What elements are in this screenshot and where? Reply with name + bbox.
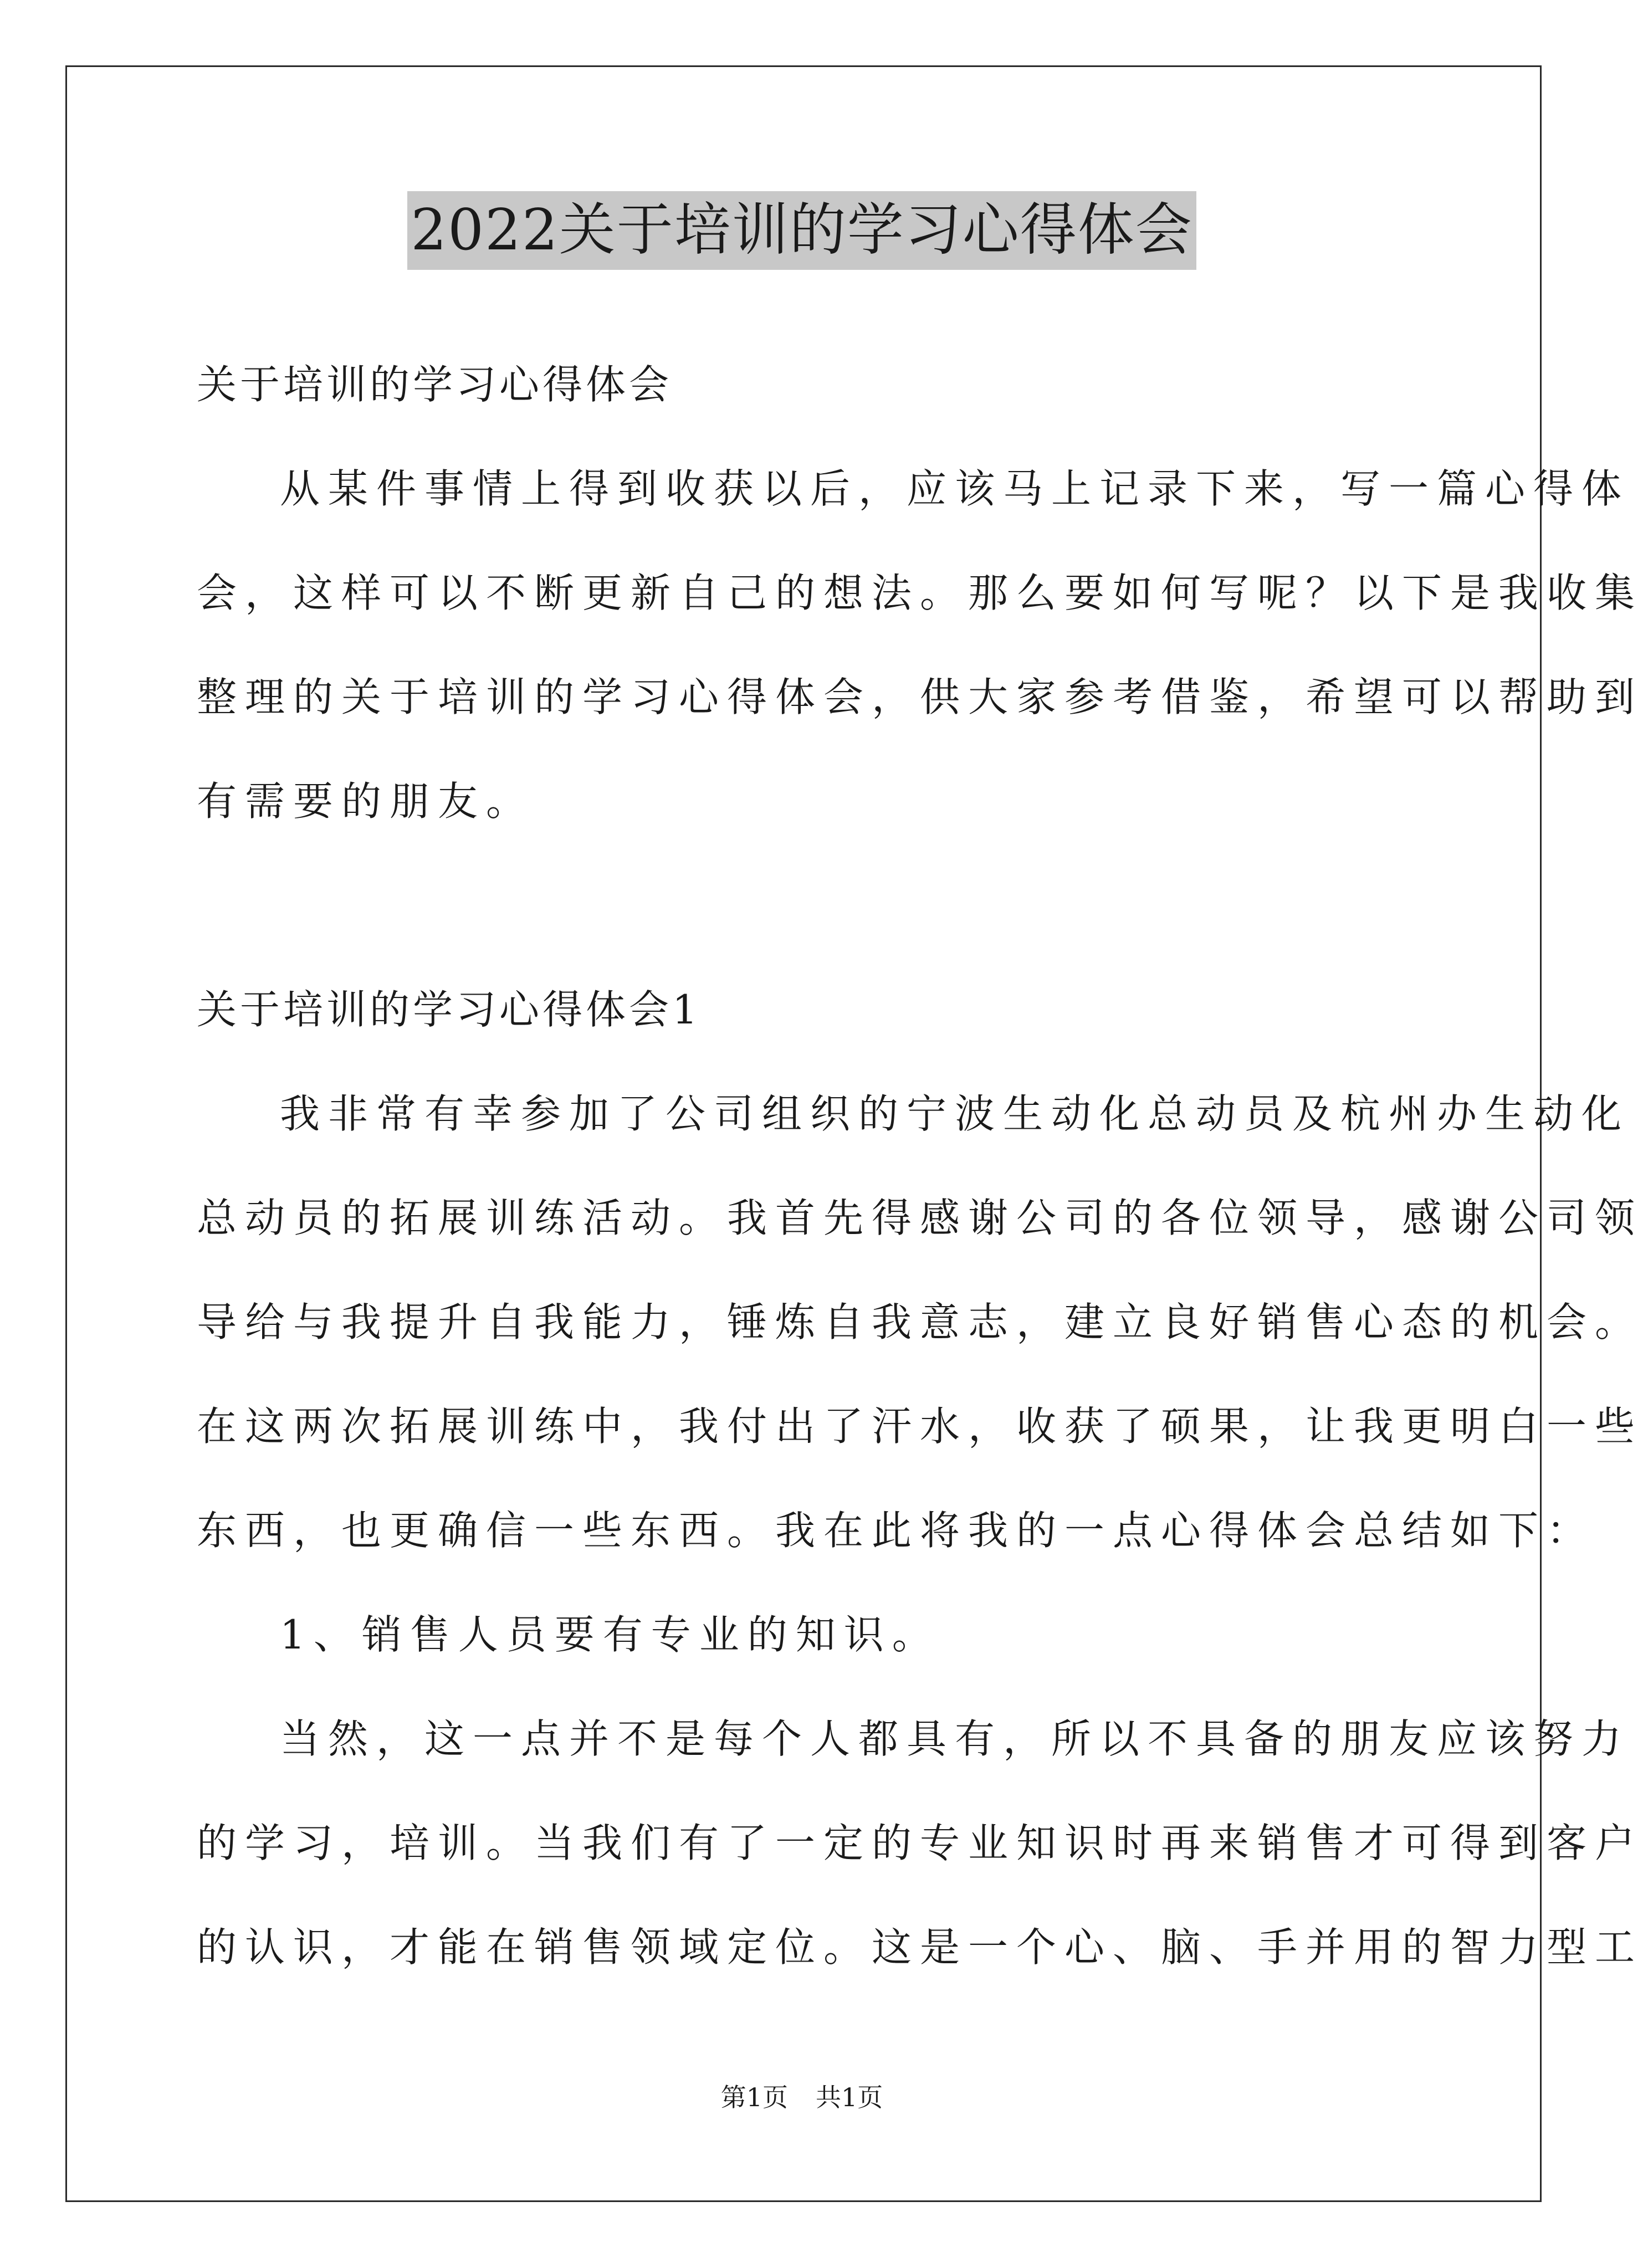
paragraph-line: 总动员的拓展训练活动。我首先得感谢公司的各位领导，感谢公司领 — [197, 1195, 1643, 1241]
list-item: 1、销售人员要有专业的知识。 — [280, 1611, 940, 1658]
paragraph-line: 我非常有幸参加了公司组织的宁波生动化总动员及杭州办生动化 — [280, 1091, 1630, 1137]
paragraph-line: 当然，这一点并不是每个人都具有，所以不具备的朋友应该努力 — [280, 1716, 1630, 1762]
paragraph-line: 从某件事情上得到收获以后，应该马上记录下来，写一篇心得体 — [280, 465, 1630, 512]
paragraph-line: 在这两次拓展训练中，我付出了汗水，收获了硕果，让我更明白一些 — [197, 1403, 1643, 1450]
paragraph-gap — [197, 853, 1416, 958]
paragraph-line: 的认识，才能在销售领域定位。这是一个心、脑、手并用的智力型工 — [197, 1924, 1643, 1970]
section-heading: 关于培训的学习心得体会 — [197, 361, 673, 408]
paragraph-line: 有需要的朋友。 — [197, 778, 535, 825]
page-total: 共1页 — [816, 2082, 883, 2112]
page-footer — [0, 2081, 1604, 2114]
paragraph-line: 会，这样可以不断更新自己的想法。那么要如何写呢？以下是我收集 — [197, 570, 1643, 616]
title-container — [0, 191, 1604, 270]
paragraph-line: 的学习，培训。当我们有了一定的专业知识时再来销售才可得到客户 — [197, 1820, 1643, 1866]
document-body — [197, 332, 1643, 1999]
paragraph-line: 整理的关于培训的学习心得体会，供大家参考借鉴，希望可以帮助到 — [197, 674, 1643, 720]
section-heading: 关于培训的学习心得体会1 — [197, 986, 701, 1033]
document-title: 2022关于培训的学习心得体会 — [407, 191, 1196, 270]
page-number: 第1页 — [720, 2082, 788, 2112]
paragraph-line: 东西，也更确信一些东西。我在此将我的一点心得体会总结如下： — [197, 1507, 1595, 1554]
paragraph-line: 导给与我提升自我能力，锤炼自我意志，建立良好销售心态的机会。 — [197, 1299, 1643, 1345]
